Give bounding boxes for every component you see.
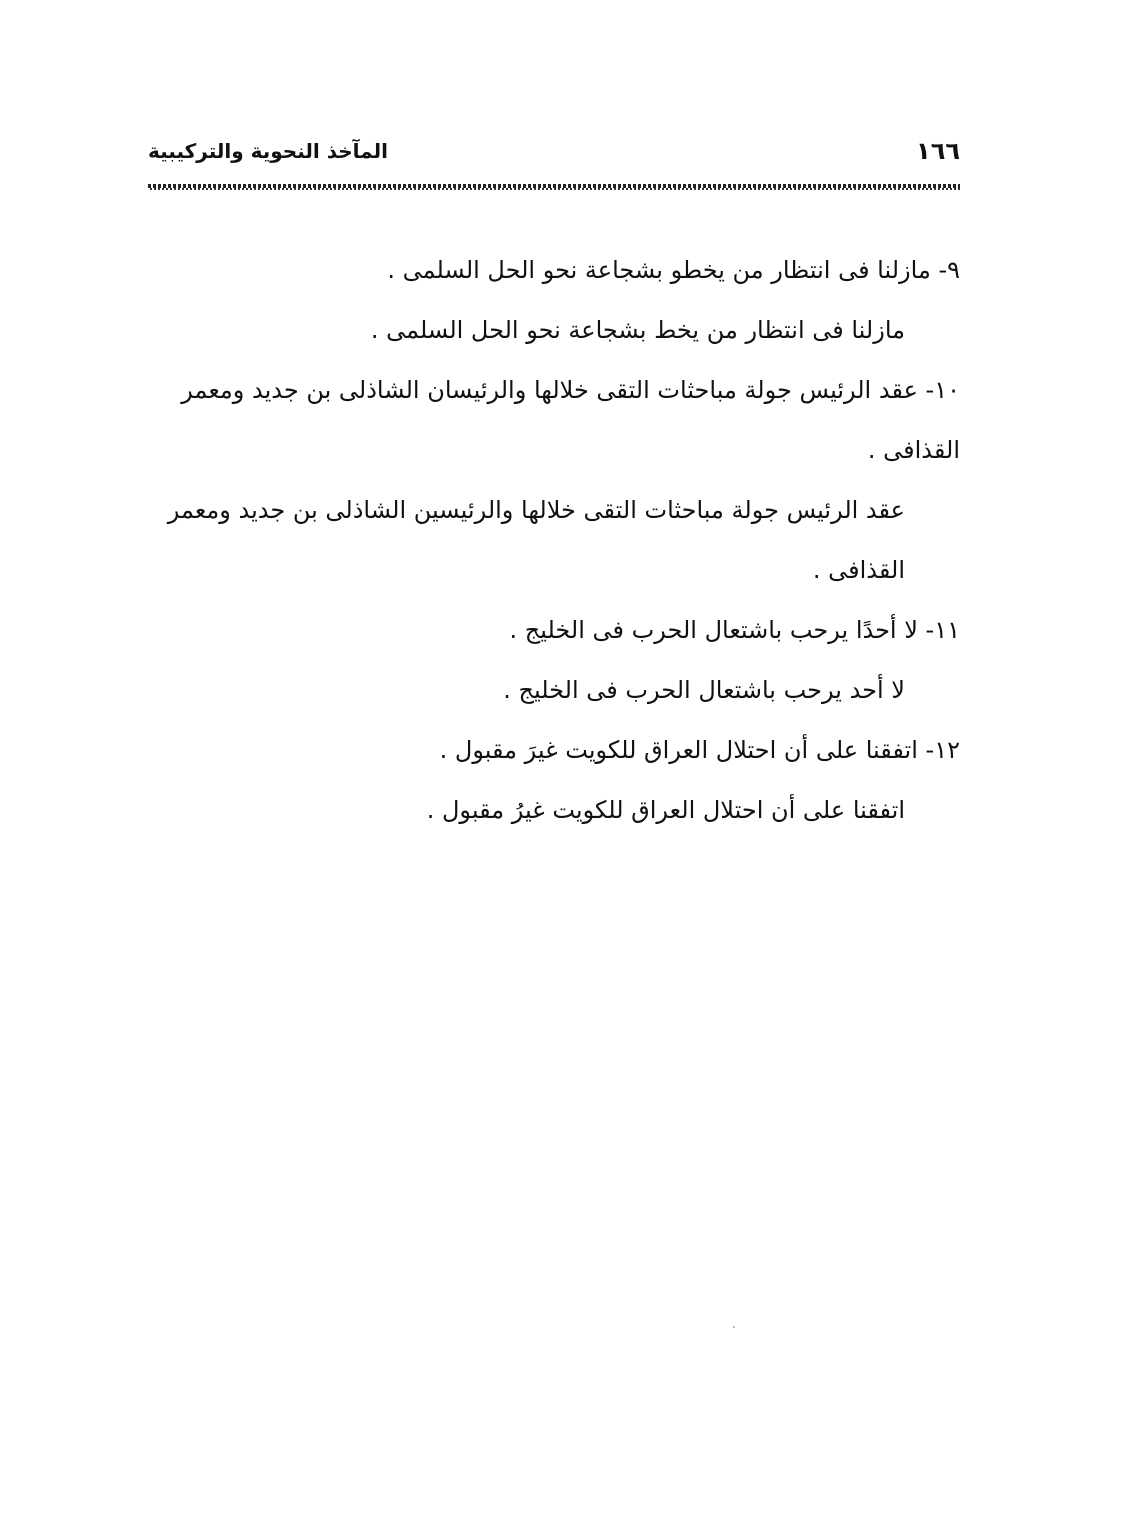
item-original (148, 240, 960, 300)
item-number: ١٠- (925, 376, 960, 404)
original-sentence: لا أحدًا يرحب باشتعال الحرب فى الخليج . (509, 616, 918, 644)
scan-speck (733, 1326, 735, 1328)
page-header (148, 133, 960, 173)
item-original (148, 600, 960, 660)
page-number: ١٦٦ (916, 137, 960, 165)
original-sentence: عقد الرئيس جولة مباحثات التقى خلالها والرئيسان الشاذلى بن جديد ومعمر القذافى . (181, 376, 960, 464)
header-rule-secondary (148, 188, 960, 190)
running-title: المآخذ النحوية والتركيبية (148, 139, 388, 163)
corrected-sentence: مازلنا فى انتظار من يخط بشجاعة نحو الحل السلمى . (370, 316, 905, 344)
item-number: ١١- (925, 616, 960, 644)
item-number: ١٢- (925, 736, 960, 764)
item-number: ٩- (938, 256, 960, 284)
original-sentence: مازلنا فى انتظار من يخطو بشجاعة نحو الحل السلمى . (387, 256, 931, 284)
original-sentence: اتفقنا على أن احتلال العراق للكويت غيرَ مقبول . (439, 736, 918, 764)
item-original (148, 360, 960, 480)
page-content (148, 240, 960, 840)
corrected-sentence: اتفقنا على أن احتلال العراق للكويت غيرُ مقبول . (426, 796, 905, 824)
corrected-sentence: عقد الرئيس جولة مباحثات التقى خلالها والرئيسين الشاذلى بن جديد ومعمر القذافى . (167, 496, 905, 584)
corrected-sentence: لا أحد يرحب باشتعال الحرب فى الخليج . (503, 676, 905, 704)
item-original (148, 720, 960, 780)
